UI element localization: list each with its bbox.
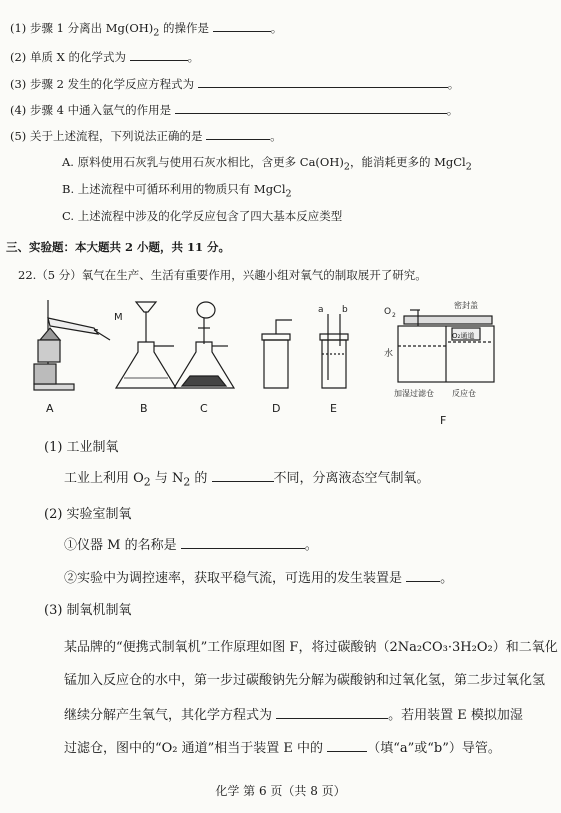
label-humid: 加湿过滤仓 — [394, 389, 434, 398]
apparatus-b — [116, 302, 176, 388]
answer-blank[interactable] — [212, 470, 274, 482]
answer-blank[interactable] — [206, 128, 270, 140]
answer-blank[interactable] — [406, 570, 440, 582]
part3-line2: 锰加入反应仓的水中，第一步过碳酸钠先分解为碳酸钠和过氧化氢，第二步过氧化氢 — [64, 673, 546, 688]
q21-item-1: (1) 步骤 1 分离出 $Mg(OH)_2$ 的操作是 。 — [10, 21, 283, 39]
fig-label-d: D — [272, 402, 281, 415]
part3-line4: 过滤仓，图中的“O₂ 通道”相当于装置 E 中的 （填“a”或“b”）导管。 — [64, 741, 501, 756]
q22-stem: 22.（5 分）氧气在生产、生活有重要作用，兴趣小组对氧气的制取展开了研究。 — [18, 268, 427, 282]
part3-line3: 继续分解产生氧气，其化学方程式为 。若用装置 E 模拟加湿 — [64, 708, 523, 723]
section-heading: 三、实验题：本大题共 2 小题，共 11 分。 — [6, 240, 231, 254]
part3-title: (3) 制氧机制氧 — [44, 603, 132, 618]
fig-label-c: C — [200, 402, 208, 415]
apparatus-e — [320, 314, 348, 388]
answer-blank[interactable] — [198, 76, 448, 88]
apparatus-figure — [28, 298, 498, 430]
label-seal: 密封盖 — [454, 301, 478, 310]
apparatus-drawing — [28, 298, 498, 430]
answer-blank[interactable] — [181, 537, 305, 549]
fig-label-f: F — [440, 414, 447, 427]
part2-q1: ①仪器 M 的名称是 。 — [64, 538, 318, 553]
label-react: 反应仓 — [452, 389, 476, 398]
option-a: A. 原料使用石灰乳与使用石灰水相比，含更多 $Ca(OH)_2$，能消耗更多的 MgCl$_2$ — [62, 155, 472, 173]
part1-title: (1) 工业制氧 — [44, 440, 119, 455]
label-m: M — [114, 312, 123, 323]
q21-item-2: (2) 单质 X 的化学式为 。 — [10, 50, 200, 64]
q21-item-5: (5) 关于上述流程，下列说法正确的是 。 — [10, 129, 282, 143]
part3-line1: 某品牌的“便携式制氧机”工作原理如图 F，将过碳酸钠（2Na₂CO₃·3H₂O₂）和二氧化 — [64, 640, 558, 655]
apparatus-c — [174, 302, 234, 388]
apparatus-d — [262, 320, 292, 388]
apparatus-f — [398, 310, 494, 382]
q21-item-3: (3) 步骤 2 发生的化学反应方程式为 。 — [10, 77, 460, 91]
label-b: b — [342, 305, 348, 315]
label-channel: O₂通道 — [452, 332, 475, 340]
answer-blank[interactable] — [327, 740, 367, 752]
label-a: a — [318, 305, 324, 315]
fig-label-b: B — [140, 402, 148, 415]
label-water: 水 — [384, 349, 394, 359]
answer-blank[interactable] — [276, 707, 388, 719]
answer-blank[interactable] — [130, 49, 188, 61]
svg-text:2: 2 — [392, 312, 396, 319]
answer-blank[interactable] — [213, 20, 271, 32]
q21-item-4: (4) 步骤 4 中通入氩气的作用是 。 — [10, 103, 459, 117]
part2-q2: ②实验中为调控速率，获取平稳气流，可选用的发生装置是 。 — [64, 571, 454, 586]
part2-title: (2) 实验室制氧 — [44, 507, 132, 522]
part1-question: 工业上利用 $O_2$ 与 $N_2$ 的 不同，分离液态空气制氧。 — [64, 471, 430, 489]
label-o2: O — [384, 307, 392, 317]
page-footer: 化学 第 6 页（共 8 页） — [215, 784, 346, 798]
option-c: C. 上述流程中涉及的化学反应包含了四大基本反应类型 — [62, 209, 343, 223]
fig-label-a: A — [46, 402, 54, 415]
option-b: B. 上述流程中可循环利用的物质只有 MgCl$_2$ — [62, 182, 292, 200]
apparatus-a — [34, 300, 110, 390]
fig-label-e: E — [330, 402, 337, 415]
answer-blank[interactable] — [175, 102, 447, 114]
